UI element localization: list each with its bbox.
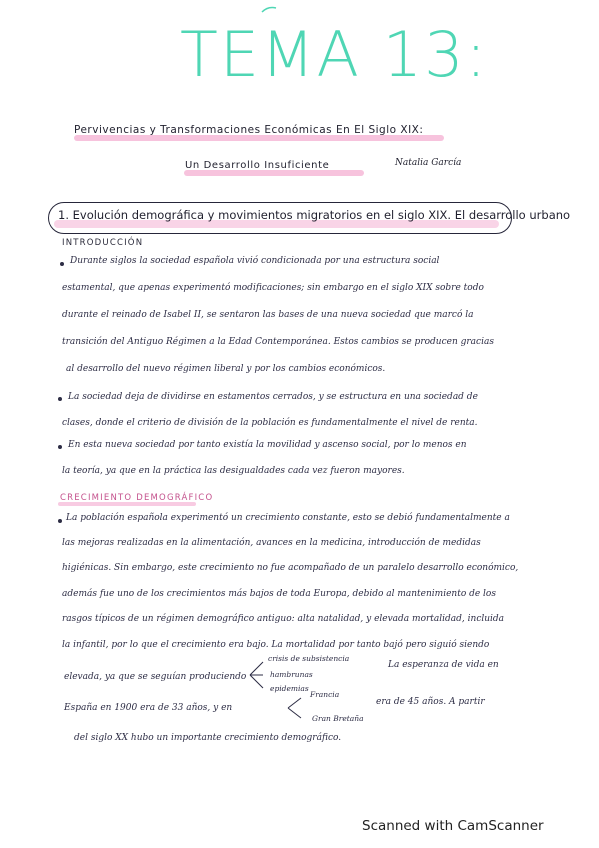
section-title: 1. Evolución demográfica y movimientos migratorios en el siglo XIX. El desarrollo urbano <box>58 208 571 222</box>
bullet <box>58 519 62 523</box>
bullet <box>58 397 62 401</box>
text-line: estamental, que apenas experimentó modificaciones; sin embargo en el siglo XIX sobre todo <box>62 283 484 293</box>
subtitle-line-2: Un Desarrollo Insuficiente <box>185 160 330 171</box>
pais-item: Gran Bretaña <box>312 714 364 723</box>
text-line: del siglo XX hubo un importante crecimiento demográfico. <box>74 733 342 743</box>
text-line: transición del Antiguo Régimen a la Edad Contemporánea. Estos cambios se producen gracias <box>62 337 494 347</box>
text-line: las mejoras realizadas en la alimentación, avances en la medicina, introducción de medidas <box>62 538 481 548</box>
text-line: rasgos típicos de un régimen demográfico antiguo: alta natalidad, y elevada mortalidad, incluida <box>62 614 505 624</box>
text-line: En esta nueva sociedad por tanto existía la movilidad y ascenso social, por lo menos en <box>68 440 467 450</box>
text-line: era de 45 años. A partir <box>376 697 485 707</box>
text-line: La sociedad deja de dividirse en estamentos cerrados, y se estructura en una sociedad de <box>68 392 478 402</box>
causa-item: crisis de subsistencia <box>268 654 350 663</box>
text-line: al desarrollo del nuevo régimen liberal y por los cambios económicos. <box>66 364 386 374</box>
bracket-arrows <box>286 694 304 722</box>
text-line: clases, donde el criterio de división de la población es fundamentalmente el nivel de renta. <box>62 418 478 428</box>
text-line: la teoría, ya que en la práctica las desigualdades cada vez fueron mayores. <box>62 466 405 476</box>
bullet <box>58 445 62 449</box>
text-line: higiénicas. Sin embargo, este crecimiento no fue acompañado de un paralelo desarrollo económico, <box>62 563 519 573</box>
pais-item: Francia <box>310 690 340 699</box>
subtitle-line-1: Pervivencias y Transformaciones Económicas En El Siglo XIX: <box>74 124 424 136</box>
text-line: Durante siglos la sociedad española vivió condicionada por una estructura social <box>70 256 440 266</box>
heading-introduccion: INTRODUCCIÓN <box>62 238 144 248</box>
text-line: La población española experimentó un crecimiento constante, esto se debió fundamentalmente a <box>66 513 510 523</box>
scanner-watermark: Scanned with CamScanner <box>362 818 544 834</box>
causa-item: epidemias <box>270 684 309 693</box>
bullet <box>60 262 64 266</box>
causa-item: hambrunas <box>270 670 313 679</box>
text-line: durante el reinado de Isabel II, se sentaron las bases de una nueva sociedad que marcó la <box>62 310 474 320</box>
author-signature: Natalia García <box>395 158 462 168</box>
heading-crecimiento: CRECIMIENTO DEMOGRÁFICO <box>60 493 214 503</box>
text-line: España en 1900 era de 33 años, y en <box>64 703 233 713</box>
bracket-arrows <box>248 658 266 692</box>
page-title: TEMA 13: <box>180 18 489 91</box>
text-line: además fue uno de los crecimientos más bajos de toda Europa, debido al mantenimiento de los <box>62 589 496 599</box>
text-line: La esperanza de vida en <box>388 660 499 670</box>
text-line: elevada, ya que se seguían produciendo <box>64 672 247 682</box>
text-line: la infantil, por lo que el crecimiento era bajo. La mortalidad por tanto bajó pero siguió siendo <box>62 640 490 650</box>
title-tick-mark <box>260 4 278 14</box>
